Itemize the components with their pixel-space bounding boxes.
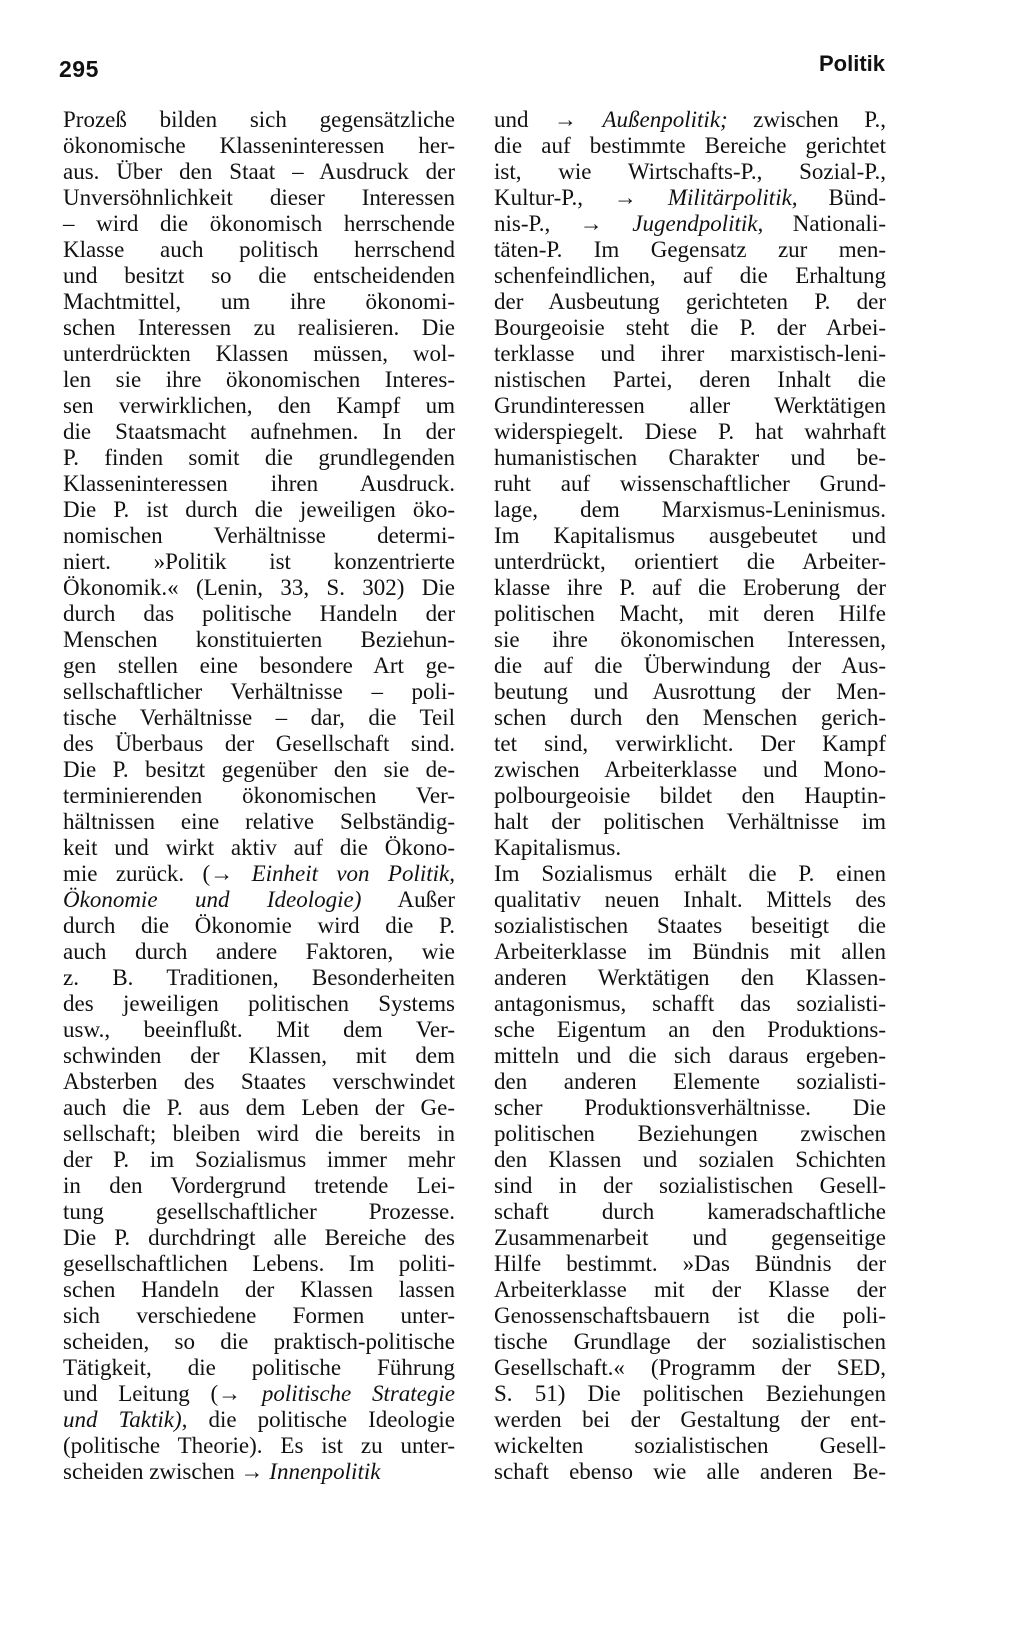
text-line (494, 549, 886, 575)
text-line (494, 627, 886, 653)
text-line (494, 159, 886, 185)
text-segment: niert. »Politik ist konzentrierte (63, 549, 455, 574)
text-segment: Hilfe bestimmt. »Das Bündnis der (494, 1251, 886, 1276)
text-segment: schen durch den Menschen gerich- (494, 705, 886, 730)
text-line (494, 705, 886, 731)
text-line (63, 289, 455, 315)
text-segment: Die P. besitzt gegenüber den sie de- (63, 757, 455, 782)
text-line (63, 939, 455, 965)
page-number: 295 (59, 56, 99, 82)
text-segment: den anderen Elemente sozialisti- (494, 1069, 886, 1094)
text-line (63, 1381, 455, 1407)
left-text-column (63, 107, 455, 1485)
text-line (494, 835, 886, 861)
text-segment: den Klassen und sozialen Schichten (494, 1147, 886, 1172)
text-line (494, 1173, 886, 1199)
text-line (494, 1121, 886, 1147)
text-segment: schaft durch kameradschaftliche (494, 1199, 886, 1224)
text-segment: in den Vordergrund tretende Lei- (63, 1173, 455, 1198)
text-line (494, 601, 886, 627)
text-segment: Im Kapitalismus ausgebeutet und (494, 523, 886, 548)
text-segment: politischen Beziehungen zwischen (494, 1121, 886, 1146)
text-line (494, 289, 886, 315)
text-segment: Arbeiterklasse im Bündnis mit allen (494, 939, 886, 964)
text-segment: die politische Ideologie (187, 1407, 455, 1432)
text-segment: Die P. durchdringt alle Bereiche des (63, 1225, 455, 1250)
text-line (494, 1043, 886, 1069)
text-line (63, 1459, 455, 1485)
text-line (494, 653, 886, 679)
text-segment: halt der politischen Verhältnisse im (494, 809, 886, 834)
text-line (63, 1199, 455, 1225)
text-segment: werden bei der Gestaltung der ent- (494, 1407, 886, 1432)
text-segment: und Leitung (→ (63, 1381, 262, 1406)
text-segment: Bünd- (797, 185, 886, 210)
text-line (494, 1251, 886, 1277)
text-segment: zwischen Arbeiterklasse und Mono- (494, 757, 886, 782)
text-line (494, 133, 886, 159)
text-segment: Klasse auch politisch herrschend (63, 237, 455, 262)
text-segment: die auf die Überwindung der Aus- (494, 653, 886, 678)
text-segment: Machtmittel, um ihre ökonomi- (63, 289, 455, 314)
text-segment: gesellschaftlichen Lebens. Im politi- (63, 1251, 455, 1276)
text-line (494, 1303, 886, 1329)
text-line (63, 263, 455, 289)
text-segment: Grundinteressen aller Werktätigen (494, 393, 886, 418)
text-line (494, 861, 886, 887)
text-segment: len sie ihre ökonomischen Interes- (63, 367, 455, 392)
text-segment: Nationali- (763, 211, 887, 236)
text-segment: sozialistischen Staates beseitigt die (494, 913, 886, 938)
text-line (63, 471, 455, 497)
text-segment: schwinden der Klassen, mit dem (63, 1043, 455, 1068)
text-line (63, 1355, 455, 1381)
text-segment: S. 51) Die politischen Beziehungen (494, 1381, 886, 1406)
text-segment: beutung und Ausrottung der Men- (494, 679, 886, 704)
text-line (494, 679, 886, 705)
text-line (63, 1069, 455, 1095)
text-line (63, 315, 455, 341)
text-line (63, 653, 455, 679)
text-line (63, 237, 455, 263)
text-segment: usw., beeinflußt. Mit dem Ver- (63, 1017, 455, 1042)
text-line (494, 1199, 886, 1225)
cross-reference-italic: Außenpolitik; (602, 107, 728, 132)
text-line (494, 731, 886, 757)
text-line (494, 1017, 886, 1043)
cross-reference-italic: Militärpolitik, (667, 185, 798, 210)
text-segment: z. B. Traditionen, Besonderheiten (63, 965, 455, 990)
text-line (63, 367, 455, 393)
text-line (494, 185, 886, 211)
text-segment: und besitzt so die entscheidenden (63, 263, 455, 288)
text-segment: anderen Werktätigen den Klassen- (494, 965, 886, 990)
text-segment: sie ihre ökonomischen Interessen, (494, 627, 886, 652)
text-line (494, 991, 886, 1017)
text-segment: ökonomische Klasseninteressen her- (63, 133, 455, 158)
text-line (63, 497, 455, 523)
text-segment: – wird die ökonomisch herrschende (63, 211, 455, 236)
text-segment: schenfeindlichen, auf die Erhaltung (494, 263, 886, 288)
text-line (63, 523, 455, 549)
text-line (63, 1225, 455, 1251)
text-segment: Unversöhnlichkeit dieser Interessen (63, 185, 455, 210)
text-line (494, 757, 886, 783)
text-segment: zwischen P., (727, 107, 886, 132)
cross-reference-italic: Innenpolitik (269, 1459, 381, 1484)
text-segment: tung gesellschaftlicher Prozesse. (63, 1199, 455, 1224)
text-segment: sen verwirklichen, den Kampf um (63, 393, 455, 418)
text-segment: lage, dem Marxismus-Leninismus. (494, 497, 886, 522)
text-line (494, 1225, 886, 1251)
text-segment: Im Sozialismus erhält die P. einen (494, 861, 886, 886)
text-segment: unterdrückt, orientiert die Arbeiter- (494, 549, 886, 574)
text-line (494, 367, 886, 393)
text-line (63, 679, 455, 705)
text-segment: antagonismus, schafft das sozialisti- (494, 991, 886, 1016)
text-segment: die Staatsmacht aufnehmen. In der (63, 419, 455, 444)
text-segment: mie zurück. (→ (63, 861, 252, 886)
text-line (494, 341, 886, 367)
text-segment: P. finden somit die grundlegenden (63, 445, 455, 470)
text-line (494, 445, 886, 471)
text-line (494, 965, 886, 991)
cross-reference-italic: und Taktik), (63, 1407, 188, 1432)
text-segment: schen Handeln der Klassen lassen (63, 1277, 455, 1302)
text-line (494, 1407, 886, 1433)
text-line (63, 341, 455, 367)
text-line (63, 705, 455, 731)
text-segment: mitteln und die sich daraus ergeben- (494, 1043, 886, 1068)
text-line (494, 913, 886, 939)
text-line (63, 185, 455, 211)
text-segment: Absterben des Staates verschwindet (63, 1069, 455, 1094)
text-segment: terminierenden ökonomischen Ver- (63, 783, 455, 808)
text-line (494, 471, 886, 497)
text-segment: widerspiegelt. Diese P. hat wahrhaft (494, 419, 886, 444)
text-segment: Gesellschaft.« (Programm der SED, (494, 1355, 886, 1380)
text-line (63, 1329, 455, 1355)
text-segment: Ökonomik.« (Lenin, 33, S. 302) Die (63, 575, 455, 600)
text-segment: tische Verhältnisse – dar, die Teil (63, 705, 455, 730)
text-segment: Tätigkeit, die politische Führung (63, 1355, 455, 1380)
text-line (63, 1251, 455, 1277)
text-line (494, 315, 886, 341)
text-segment: Die P. ist durch die jeweiligen öko- (63, 497, 455, 522)
text-line (63, 835, 455, 861)
text-segment: scher Produktionsverhältnisse. Die (494, 1095, 886, 1120)
text-line (63, 1433, 455, 1459)
text-segment: sellschaftlicher Verhältnisse – poli- (63, 679, 455, 704)
text-segment: wickelten sozialistischen Gesell- (494, 1433, 886, 1458)
text-segment: scheiden, so die praktisch-politische (63, 1329, 455, 1354)
text-segment: Arbeiterklasse mit der Klasse der (494, 1277, 886, 1302)
text-segment: tische Grundlage der sozialistischen (494, 1329, 886, 1354)
text-line (63, 419, 455, 445)
text-segment: durch das politische Handeln der (63, 601, 455, 626)
cross-reference-italic: Ökonomie und Ideologie) (63, 887, 362, 912)
text-segment: Prozeß bilden sich gegensätzliche (63, 107, 455, 132)
text-line (63, 549, 455, 575)
text-line (494, 1433, 886, 1459)
text-segment: die auf bestimmte Bereiche gerichtet (494, 133, 886, 158)
text-line (63, 1043, 455, 1069)
text-segment: sich verschiedene Formen unter- (63, 1303, 455, 1328)
text-line (494, 1147, 886, 1173)
text-line (63, 1173, 455, 1199)
text-line (494, 419, 886, 445)
text-line (494, 1277, 886, 1303)
text-segment: nis-P., → (494, 211, 633, 236)
text-line (494, 939, 886, 965)
text-segment: qualitativ neuen Inhalt. Mittels des (494, 887, 886, 912)
right-text-column (494, 107, 886, 1485)
text-line (494, 1381, 886, 1407)
text-line (63, 133, 455, 159)
text-segment: der P. im Sozialismus immer mehr (63, 1147, 455, 1172)
text-line (63, 783, 455, 809)
text-segment: Genossenschaftsbauern ist die poli- (494, 1303, 886, 1328)
text-segment: hältnissen eine relative Selbständig- (63, 809, 455, 834)
text-line (494, 211, 886, 237)
text-segment: sind in der sozialistischen Gesell- (494, 1173, 886, 1198)
text-line (63, 1017, 455, 1043)
text-line (494, 783, 886, 809)
text-line (494, 237, 886, 263)
text-line (63, 1277, 455, 1303)
text-segment: ruht auf wissenschaftlicher Grund- (494, 471, 886, 496)
text-segment: nomischen Verhältnisse determi- (63, 523, 455, 548)
text-line (494, 1069, 886, 1095)
text-segment: aus. Über den Staat – Ausdruck der (63, 159, 455, 184)
text-segment: auch die P. aus dem Leben der Ge- (63, 1095, 455, 1120)
text-segment: täten-P. Im Gegensatz zur men- (494, 237, 886, 262)
text-line (63, 575, 455, 601)
text-segment: auch durch andere Faktoren, wie (63, 939, 455, 964)
text-line (63, 913, 455, 939)
text-segment: unterdrückten Klassen müssen, wol- (63, 341, 455, 366)
text-line (63, 861, 455, 887)
text-line (63, 965, 455, 991)
text-segment: Zusammenarbeit und gegenseitige (494, 1225, 886, 1250)
text-line (63, 601, 455, 627)
text-line (494, 1329, 886, 1355)
text-segment: gen stellen eine besondere Art ge- (63, 653, 455, 678)
text-segment: keit und wirkt aktiv auf die Ökono- (63, 835, 455, 860)
text-segment: durch die Ökonomie wird die P. (63, 913, 455, 938)
text-segment: ist, wie Wirtschafts-P., Sozial-P., (494, 159, 886, 184)
text-line (63, 393, 455, 419)
cross-reference-italic: Einheit von Politik, (251, 861, 455, 886)
text-segment: klasse ihre P. auf die Eroberung der (494, 575, 886, 600)
text-segment: tet sind, verwirklicht. Der Kampf (494, 731, 886, 756)
text-line (63, 731, 455, 757)
cross-reference-italic: politische Strategie (261, 1381, 456, 1406)
text-segment: Außer (361, 887, 455, 912)
text-line (494, 523, 886, 549)
text-segment: Menschen konstituierten Beziehun- (63, 627, 455, 652)
text-segment: Kultur-P., → (494, 185, 668, 210)
text-line (63, 1147, 455, 1173)
text-line (494, 887, 886, 913)
text-line (63, 887, 455, 913)
text-line (494, 393, 886, 419)
text-segment: nistischen Partei, deren Inhalt die (494, 367, 886, 392)
text-line (63, 211, 455, 237)
text-segment: Bourgeoisie steht die P. der Arbei- (494, 315, 886, 340)
text-line (494, 497, 886, 523)
text-segment: Kapitalismus. (494, 835, 622, 860)
text-line (63, 627, 455, 653)
text-line (494, 1355, 886, 1381)
text-line (63, 107, 455, 133)
text-line (494, 1459, 886, 1485)
text-line (63, 445, 455, 471)
cross-reference-italic: Jugendpolitik, (632, 211, 764, 236)
text-line (63, 1407, 455, 1433)
text-segment: scheiden zwischen → (63, 1459, 270, 1484)
text-line (63, 757, 455, 783)
text-line (63, 1303, 455, 1329)
text-line (63, 809, 455, 835)
text-segment: schen Interessen zu realisieren. Die (63, 315, 455, 340)
text-segment: polbourgeoisie bildet den Hauptin- (494, 783, 886, 808)
text-segment: des Überbaus der Gesellschaft sind. (63, 731, 455, 756)
text-segment: schaft ebenso wie alle anderen Be- (494, 1459, 886, 1484)
text-line (494, 263, 886, 289)
text-line (494, 575, 886, 601)
text-segment: (politische Theorie). Es ist zu unter- (63, 1433, 455, 1458)
text-segment: sellschaft; bleiben wird die bereits in (63, 1121, 455, 1146)
text-segment: und → (494, 107, 603, 132)
text-line (63, 991, 455, 1017)
text-line (494, 809, 886, 835)
text-line (63, 159, 455, 185)
text-segment: terklasse und ihrer marxistisch-leni- (494, 341, 886, 366)
text-segment: sche Eigentum an den Produktions- (494, 1017, 886, 1042)
text-segment: Klasseninteressen ihren Ausdruck. (63, 471, 455, 496)
text-line (63, 1121, 455, 1147)
text-segment: politischen Macht, mit deren Hilfe (494, 601, 886, 626)
text-line (63, 1095, 455, 1121)
text-segment: humanistischen Charakter und be- (494, 445, 886, 470)
running-head: Politik (818, 51, 885, 76)
text-segment: des jeweiligen politischen Systems (63, 991, 455, 1016)
text-segment: der Ausbeutung gerichteten P. der (494, 289, 886, 314)
text-line (494, 107, 886, 133)
text-line (494, 1095, 886, 1121)
